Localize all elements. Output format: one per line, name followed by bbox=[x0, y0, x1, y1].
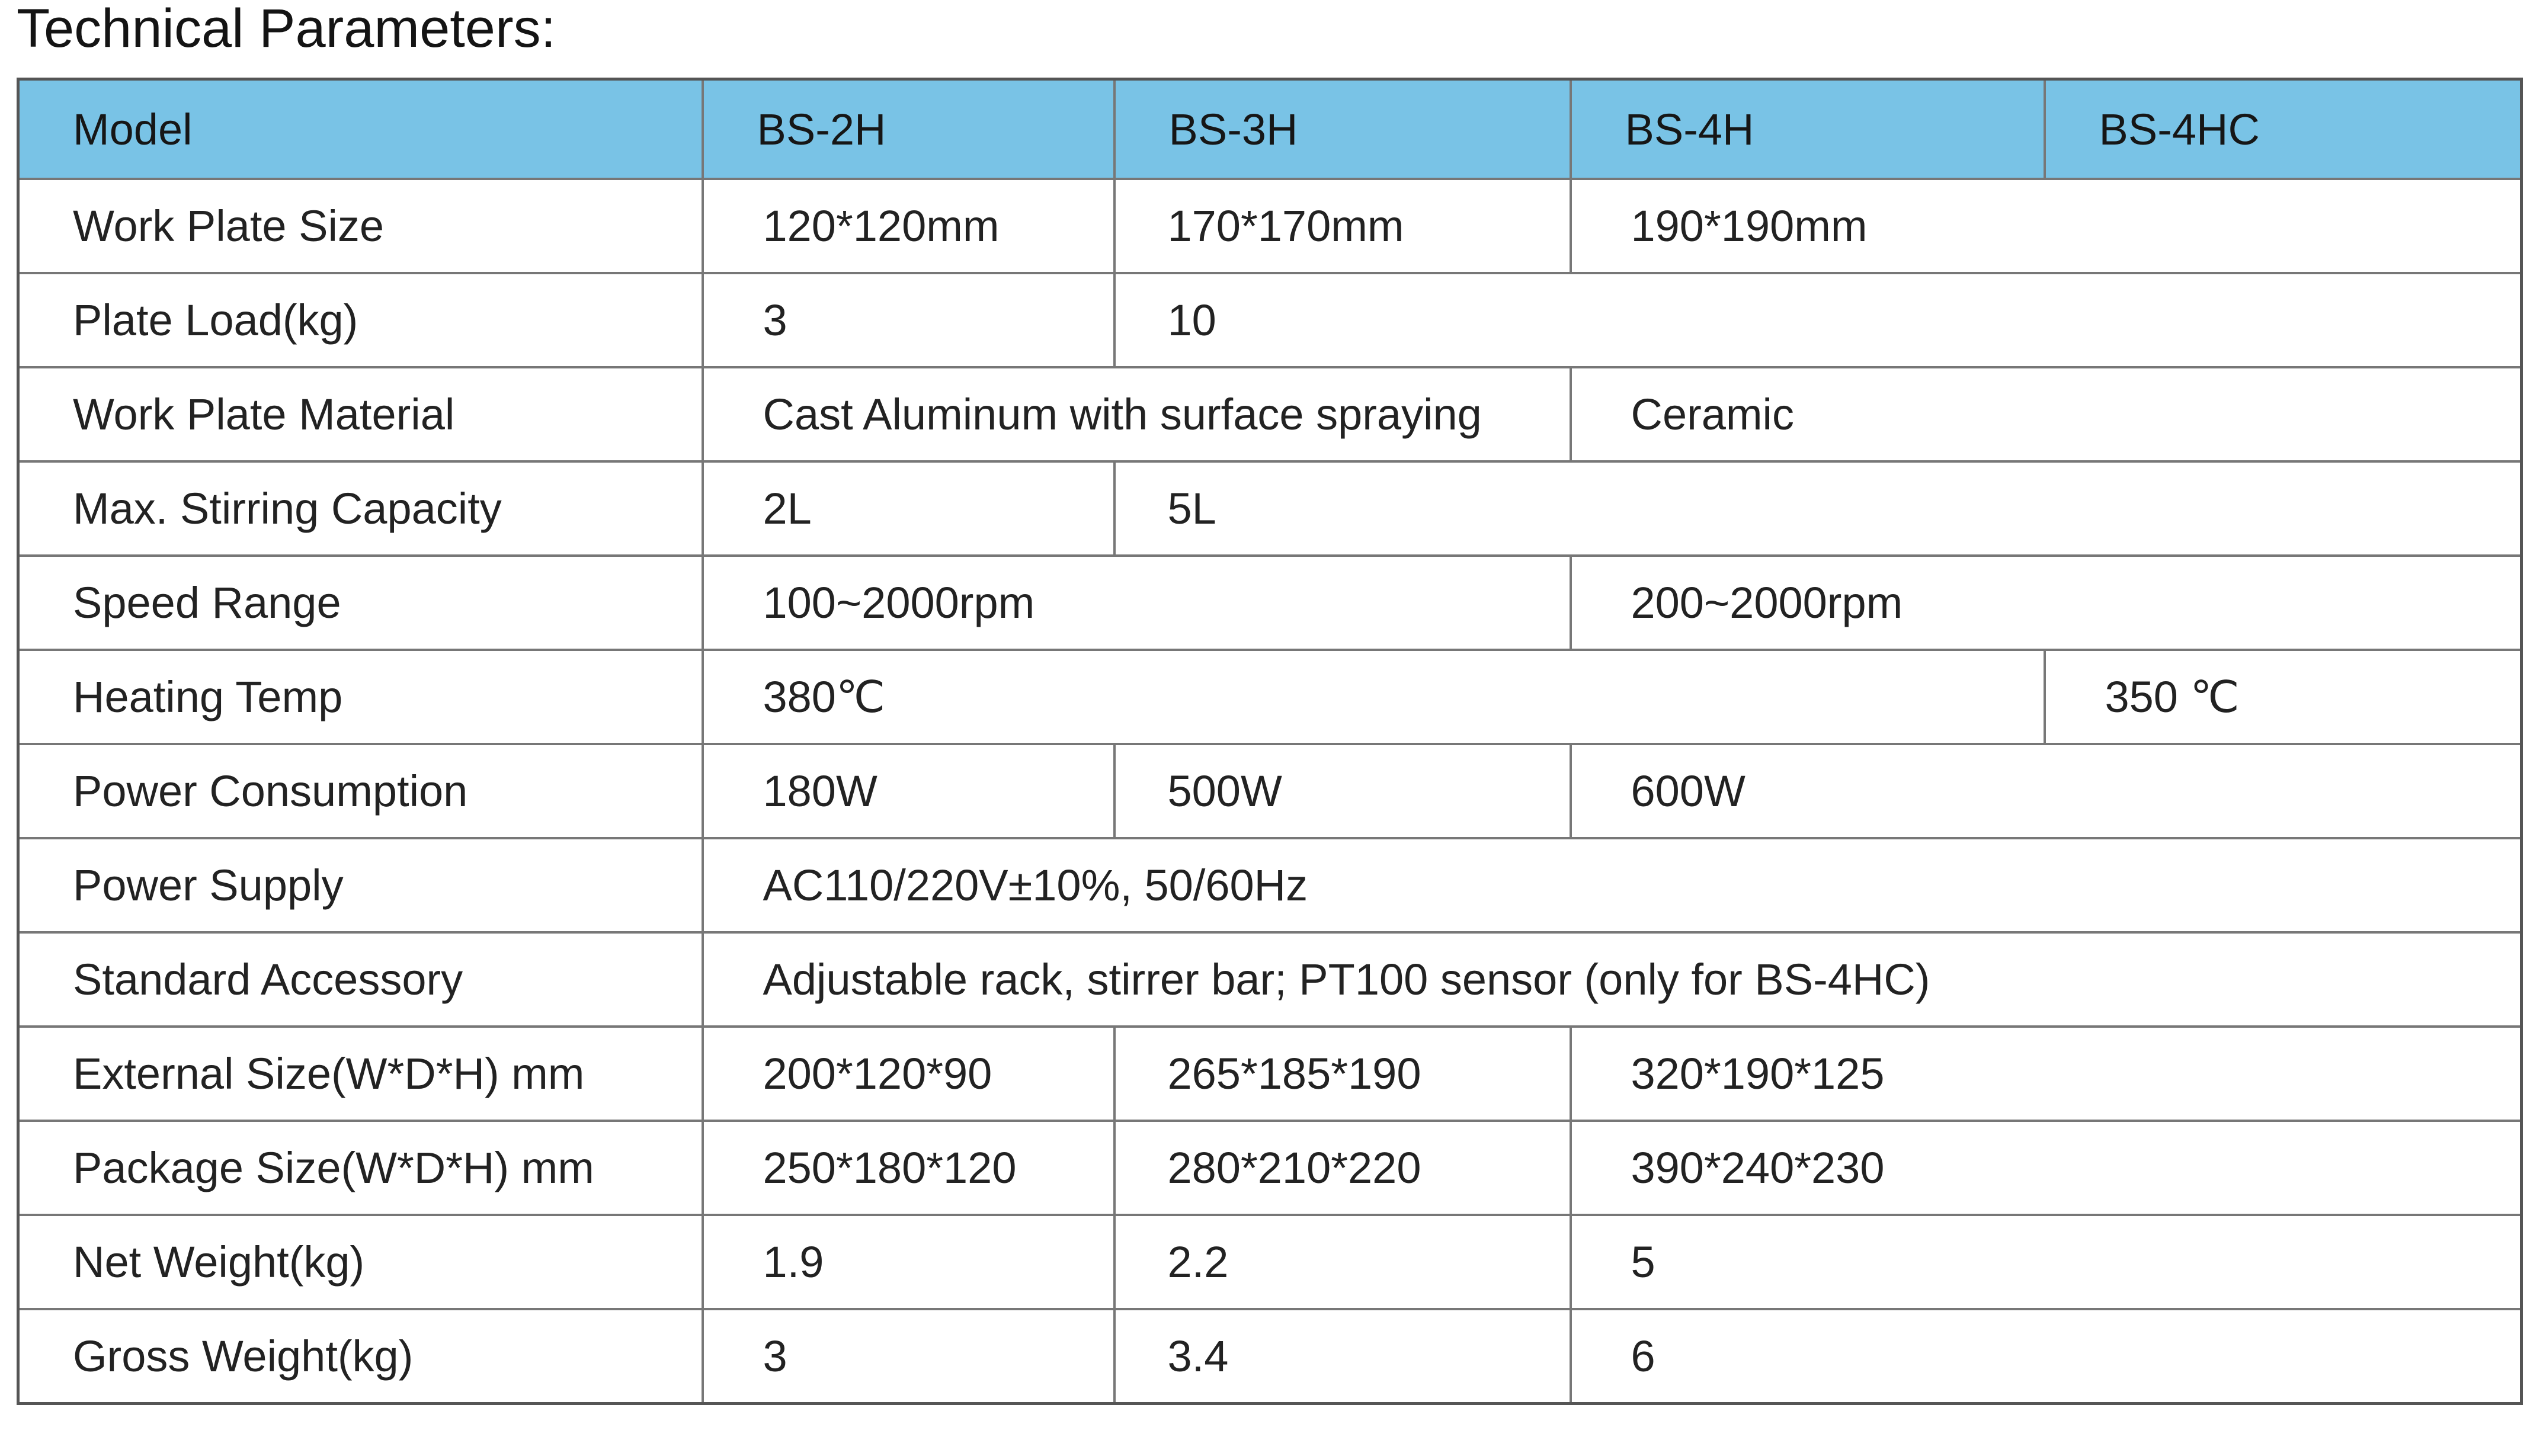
header-model-bs-4hc: BS-4HC bbox=[2045, 79, 2522, 179]
table-cell: 280*210*220 bbox=[1114, 1121, 1571, 1215]
row-label: External Size(W*D*H) mm bbox=[18, 1027, 703, 1121]
table-row bbox=[18, 367, 2522, 461]
table-cell: 600W bbox=[1571, 744, 2522, 838]
table-cell: 320*190*125 bbox=[1571, 1027, 2522, 1121]
table-row bbox=[18, 556, 2522, 650]
row-label: Heating Temp bbox=[18, 650, 703, 744]
table-row bbox=[18, 838, 2522, 932]
table-cell: 3 bbox=[703, 1309, 1114, 1404]
table-cell: 5L bbox=[1114, 461, 2522, 556]
row-label: Power Supply bbox=[18, 838, 703, 932]
header-model-label: Model bbox=[18, 79, 703, 179]
table-cell: 6 bbox=[1571, 1309, 2522, 1404]
row-label: Standard Accessory bbox=[18, 932, 703, 1027]
table-row bbox=[18, 932, 2522, 1027]
table-cell: 390*240*230 bbox=[1571, 1121, 2522, 1215]
header-model-bs-4h: BS-4H bbox=[1571, 79, 2045, 179]
table-cell: 3 bbox=[703, 273, 1114, 367]
table-cell: 200~2000rpm bbox=[1571, 556, 2522, 650]
table-cell: 190*190mm bbox=[1571, 179, 2522, 273]
header-model-bs-2h: BS-2H bbox=[703, 79, 1114, 179]
table-cell: 5 bbox=[1571, 1215, 2522, 1309]
table-row bbox=[18, 744, 2522, 838]
row-label: Net Weight(kg) bbox=[18, 1215, 703, 1309]
table-cell: 10 bbox=[1114, 273, 2522, 367]
table-cell: Adjustable rack, stirrer bar; PT100 sensor (only for BS-4HC) bbox=[703, 932, 2522, 1027]
row-label: Power Consumption bbox=[18, 744, 703, 838]
table-cell: 3.4 bbox=[1114, 1309, 1571, 1404]
table-cell: 380℃ bbox=[703, 650, 2045, 744]
technical-parameters-table bbox=[17, 78, 2523, 1405]
table-cell: AC110/220V±10%, 50/60Hz bbox=[703, 838, 2522, 932]
table-cell: 1.9 bbox=[703, 1215, 1114, 1309]
row-label: Plate Load(kg) bbox=[18, 273, 703, 367]
row-label: Max. Stirring Capacity bbox=[18, 461, 703, 556]
header-model-bs-3h: BS-3H bbox=[1114, 79, 1571, 179]
table-row bbox=[18, 1215, 2522, 1309]
table-cell: 170*170mm bbox=[1114, 179, 1571, 273]
table-row bbox=[18, 650, 2522, 744]
row-label: Work Plate Size bbox=[18, 179, 703, 273]
table-row bbox=[18, 1121, 2522, 1215]
table-cell: 350 ℃ bbox=[2045, 650, 2522, 744]
table-row bbox=[18, 1309, 2522, 1404]
table-cell: 100~2000rpm bbox=[703, 556, 1571, 650]
table-row bbox=[18, 273, 2522, 367]
row-label: Work Plate Material bbox=[18, 367, 703, 461]
table-cell: 2L bbox=[703, 461, 1114, 556]
table-cell: 180W bbox=[703, 744, 1114, 838]
header-row bbox=[18, 79, 2522, 179]
table-row bbox=[18, 1027, 2522, 1121]
table-cell: 265*185*190 bbox=[1114, 1027, 1571, 1121]
table-cell: 2.2 bbox=[1114, 1215, 1571, 1309]
table-cell: Ceramic bbox=[1571, 367, 2522, 461]
table-cell: Cast Aluminum with surface spraying bbox=[703, 367, 1571, 461]
table-cell: 250*180*120 bbox=[703, 1121, 1114, 1215]
row-label: Gross Weight(kg) bbox=[18, 1309, 703, 1404]
table-cell: 120*120mm bbox=[703, 179, 1114, 273]
row-label: Speed Range bbox=[18, 556, 703, 650]
table-cell: 200*120*90 bbox=[703, 1027, 1114, 1121]
page-title: Technical Parameters: bbox=[17, 0, 556, 59]
table-row bbox=[18, 179, 2522, 273]
table-cell: 500W bbox=[1114, 744, 1571, 838]
table-row bbox=[18, 461, 2522, 556]
row-label: Package Size(W*D*H) mm bbox=[18, 1121, 703, 1215]
